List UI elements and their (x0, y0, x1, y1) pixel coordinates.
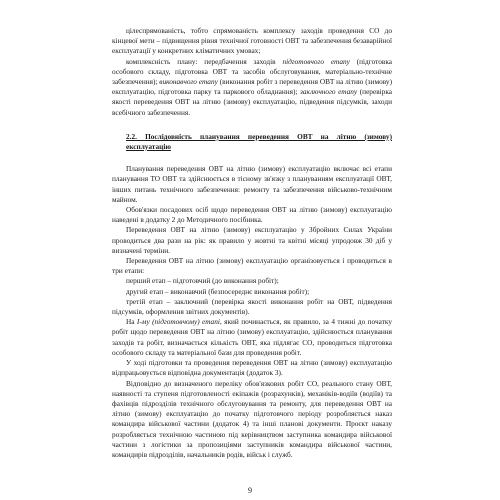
list-item-stage-3: третій етап – заключний (перевірка якості виконання робіт на ОВТ, підведення підсумків, оформлення звітних документів). (112, 296, 392, 317)
intro-text: комплексність плану: передбачення заходів (126, 56, 283, 66)
intro-paragraph-1: цілеспрямованість, тобто спрямованість комплексу заходів проведення СО до кінцевої мети – підвищення рівня технічної готовності ОВТ та забезпечення безаварійної експлуатації у конкретних кліматичних умовах; (112, 26, 392, 56)
emphasis-first-stage: I-му (підготовчому) етапі (136, 317, 220, 327)
paragraph-text: , який починається, як правило, за 4 тижні до початку робіт щодо переведення ОВТ на літню (зимову) експлуатацію, здійснюється планування заходів та робіт, визначається кількість ОВТ, яка підлягає СО, проводиться підготовка особового складу та матеріальної бази для проведення робіт. (112, 317, 392, 357)
emphasis-final-stage: заключного етапу (300, 87, 358, 97)
section-heading: 2.2. Послідовність планування переведення ОВТ на літню (зимову) експлуатацію (126, 131, 392, 152)
emphasis-preparatory-stage: підготовчого етапу (282, 56, 350, 66)
paragraph-schedule: Переведення ОВТ на літню (зимову) експлуатацію у Збройних Силах України проводиться два рази на рік: як правило у жовтні та квітні місяці упродовж 30 діб у визначені терміни. (112, 225, 392, 255)
page-number: 9 (248, 486, 252, 495)
paragraph-stages-intro: Переведення ОВТ на літню (зимову) експлуатацію організовується і проводиться в три етапи: (112, 256, 392, 276)
list-item-stage-2: другий етап – виконавчий (безпосереднє виконання робіт); (126, 286, 310, 296)
paragraph-documentation: У ході підготовки та проведення переведення ОВТ на літню (зимову) експлуатацію відпрацьовується відповідна документація (додаток 3). (112, 358, 392, 378)
paragraph-text: На (126, 317, 137, 327)
list-item-stage-1: перший етап – підготовчий (до виконання робіт); (126, 276, 279, 286)
intro-text: (виконання робіт з переведення ОВТ на літню (зимову) експлуатацію, підготовка парку та паркового обладнання); (112, 77, 392, 97)
paragraph-first-stage (112, 317, 392, 358)
paragraph-planning: Планування переведення ОВТ на літню (зимову) експлуатацію включає всі етапи планування ТО ОВТ та здійснюється в тісному зв'язку з плануванням експлуатації ОВТ, інших питань технічного забезпечення: ремонту та забезпечення військово-технічним майном. (112, 164, 392, 204)
paragraph-order: Відповідно до визначеного переліку обов'язкових робіт СО, реального стану ОВТ, наявності та ступеня підготовленості екіпажів (розрахунків), механіків-водіїв (водіїв) та фахівців підрозділів технічного обслуговування та ремонту, для переведення ОВТ на літню (зимову) експлуатацію до початку підготовчого періоду розробляється наказ командира військової частини (додаток 4) та інші планові документи. Проєкт наказу розробляється технічною частиною під керівництвом заступника командира військової частини з логістики за пропозиціями заступників командира військової частини, командирів підрозділів, начальників родів, військ і служб. (112, 378, 392, 459)
emphasis-executive-stage: виконавчого етапу (159, 77, 218, 87)
intro-text: (перевірка якості переведення ОВТ на літню (зимову) експлуатацію, підведення підсумків, заходи всебічного забезпечення. (112, 87, 392, 117)
intro-paragraph-2 (112, 57, 392, 118)
paragraph-duties: Обов'язки посадових осіб щодо переведення ОВТ на літню (зимову) експлуатацію наведені в додатку 2 до Методичного посібника. (112, 205, 392, 225)
intro-text: (підготовка особового складу, підготовка ОВТ та засобів обслуговування, матеріально-технічне забезпечення); (112, 56, 392, 87)
